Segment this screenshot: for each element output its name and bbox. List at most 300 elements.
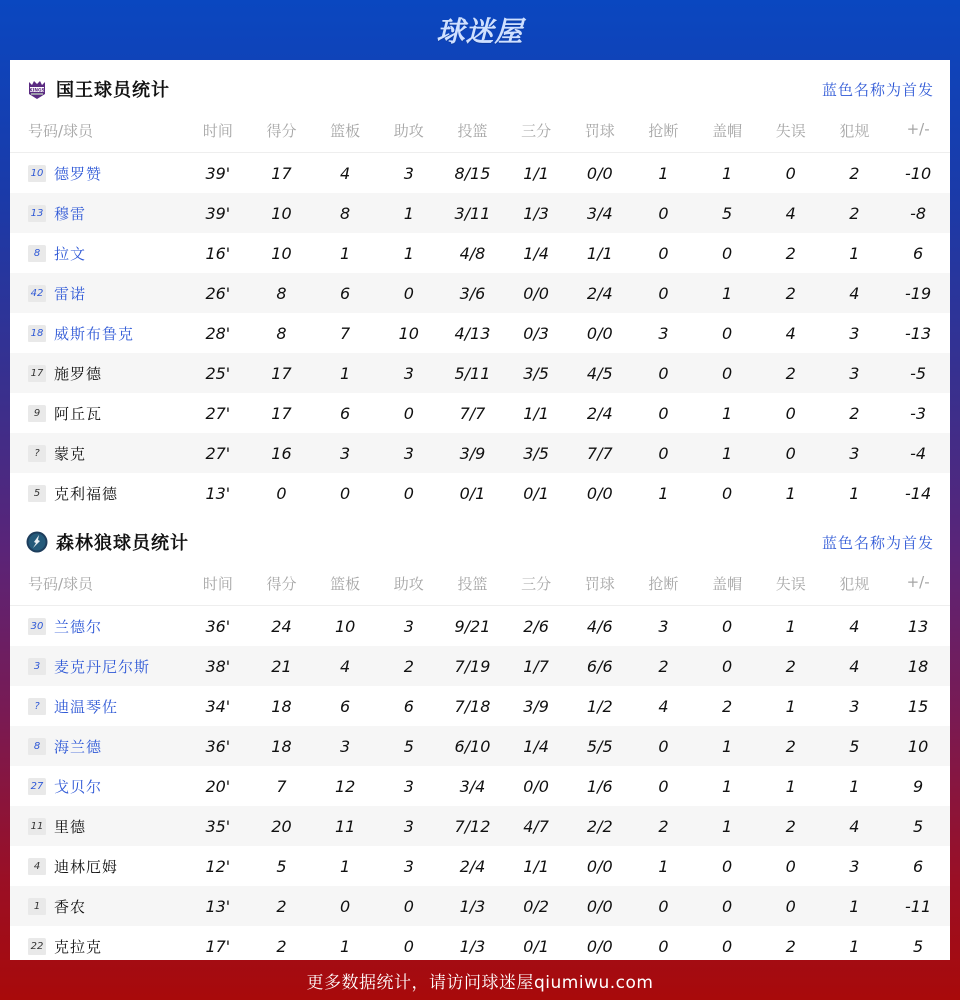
column-header: 投篮 xyxy=(441,118,505,153)
column-header: 抢断 xyxy=(632,571,696,606)
stat-cell: 2 xyxy=(785,936,796,956)
stat-cell: 4 xyxy=(823,273,887,313)
stat-cell: 18 xyxy=(250,726,314,766)
stat-cell: 0 xyxy=(721,243,733,263)
team-section-timberwolves xyxy=(10,513,950,966)
player-cell[interactable] xyxy=(10,766,186,806)
stats-card xyxy=(10,60,950,960)
stat-cell: 0/0 xyxy=(586,163,613,183)
stat-cell: 0 xyxy=(632,726,696,766)
jersey-number-badge: 18 xyxy=(28,325,46,342)
stat-cell: 5 xyxy=(913,936,924,956)
stat-cell: 0 xyxy=(377,273,441,313)
stat-cell: 6 xyxy=(913,856,924,876)
stat-cell: 3 xyxy=(849,323,860,343)
stat-cell: 7/19 xyxy=(441,646,505,686)
stat-cell: 2 xyxy=(759,726,823,766)
player-name[interactable]: 克拉克 xyxy=(54,937,103,956)
stat-cell: 13' xyxy=(205,483,231,503)
column-header: 失误 xyxy=(759,118,823,153)
stat-cell: 3 xyxy=(823,353,887,393)
column-header: 罚球 xyxy=(568,118,632,153)
stat-cell: 8/15 xyxy=(454,163,491,183)
player-cell[interactable] xyxy=(10,646,186,686)
column-header: 犯规 xyxy=(823,571,887,606)
brand-logo: 球迷屋 xyxy=(436,15,524,48)
stat-cell: 0/0 xyxy=(523,776,549,796)
player-name[interactable]: 雷诺 xyxy=(54,284,87,303)
stat-cell: 0 xyxy=(403,483,414,503)
stat-cell: 7 xyxy=(340,323,351,343)
stat-cell: 0 xyxy=(785,163,796,183)
stat-cell: 3 xyxy=(658,616,669,636)
player-cell[interactable] xyxy=(10,886,186,926)
stat-cell: 35' xyxy=(186,806,250,846)
player-name[interactable]: 戈贝尔 xyxy=(54,777,103,796)
stat-cell: 1 xyxy=(721,776,733,796)
stat-cell: 2 xyxy=(823,193,887,233)
player-name[interactable]: 威斯布鲁克 xyxy=(54,324,135,343)
stat-cell: 3/5 xyxy=(504,353,568,393)
stat-cell: 12 xyxy=(334,776,356,796)
stat-cell: 9/21 xyxy=(454,616,491,636)
column-header: 得分 xyxy=(250,571,314,606)
stat-cell: 11 xyxy=(313,806,377,846)
stat-cell: 38' xyxy=(186,646,250,686)
column-header: 号码/球员 xyxy=(10,118,186,153)
jersey-number-badge: 42 xyxy=(28,285,46,302)
column-header: 三分 xyxy=(504,571,568,606)
column-header: 抢断 xyxy=(632,118,696,153)
stat-cell: 0 xyxy=(695,353,759,393)
stat-cell: 2 xyxy=(759,646,823,686)
column-header: 得分 xyxy=(250,118,314,153)
stat-cell: 1 xyxy=(695,806,759,846)
table-row[interactable] xyxy=(10,233,950,273)
stat-cell: 1/6 xyxy=(586,776,613,796)
stat-cell: 1 xyxy=(695,433,759,473)
player-cell[interactable] xyxy=(10,606,186,647)
stat-cell: 15 xyxy=(907,696,929,716)
footer-banner xyxy=(0,960,960,1000)
stat-cell: 2/4 xyxy=(568,273,632,313)
table-row[interactable] xyxy=(10,806,950,846)
stat-cell: 2 xyxy=(759,353,823,393)
stat-cell: 4/5 xyxy=(568,353,632,393)
player-cell[interactable] xyxy=(10,193,186,233)
stat-cell: 4 xyxy=(313,646,377,686)
player-name[interactable]: 海兰德 xyxy=(54,737,103,756)
jersey-number-badge: 8 xyxy=(28,245,46,262)
stat-cell: 0 xyxy=(276,483,287,503)
stat-cell: 3 xyxy=(313,726,377,766)
stat-cell: 21 xyxy=(250,646,314,686)
stat-cell: 2 xyxy=(759,806,823,846)
jersey-number-badge: 10 xyxy=(28,165,46,182)
stat-cell: 13' xyxy=(186,886,250,926)
table-row[interactable] xyxy=(10,353,950,393)
stat-cell: 0 xyxy=(759,433,823,473)
player-cell[interactable] xyxy=(10,353,186,393)
stat-cell: 1 xyxy=(658,483,669,503)
stat-cell: 3/9 xyxy=(441,433,505,473)
stat-cell: 27' xyxy=(205,403,231,423)
player-name[interactable]: 麦克丹尼尔斯 xyxy=(54,657,151,676)
stat-cell: 1 xyxy=(849,936,860,956)
section-header xyxy=(10,60,950,118)
table-row[interactable] xyxy=(10,193,950,233)
stat-cell: 1/3 xyxy=(441,886,505,926)
table-row[interactable] xyxy=(10,273,950,313)
jersey-number-badge: 27 xyxy=(28,778,46,795)
table-body xyxy=(10,153,950,514)
stat-cell: -4 xyxy=(886,433,950,473)
stat-cell: 3/11 xyxy=(441,193,505,233)
player-name[interactable]: 阿丘瓦 xyxy=(54,404,103,423)
stat-cell: 20' xyxy=(205,776,231,796)
stat-cell: 1/1 xyxy=(523,403,549,423)
player-name[interactable]: 穆雷 xyxy=(54,204,87,223)
stat-cell: 5 xyxy=(823,726,887,766)
stat-cell: 4 xyxy=(658,696,669,716)
stat-cell: 0/0 xyxy=(586,323,613,343)
stat-cell: 1 xyxy=(785,483,796,503)
column-header: 篮板 xyxy=(313,118,377,153)
stat-cell: 0 xyxy=(721,856,733,876)
player-name[interactable]: 迪温琴佐 xyxy=(54,697,119,716)
table-row[interactable] xyxy=(10,886,950,926)
stat-cell: 3 xyxy=(823,433,887,473)
stat-cell: 24 xyxy=(271,616,292,636)
stat-cell: 3 xyxy=(403,616,414,636)
table-row[interactable] xyxy=(10,686,950,726)
stat-cell: 0/0 xyxy=(586,936,613,956)
starter-hint: 蓝色名称为首发 xyxy=(821,533,934,552)
column-header: 三分 xyxy=(504,118,568,153)
column-header: 犯规 xyxy=(823,118,887,153)
stat-cell: 1 xyxy=(695,726,759,766)
stat-cell: 0/0 xyxy=(586,483,613,503)
stat-cell: 2 xyxy=(721,696,733,716)
stat-cell: 0 xyxy=(658,936,669,956)
stat-cell: 6 xyxy=(340,403,351,423)
stat-cell: 0 xyxy=(785,403,796,423)
table-row[interactable] xyxy=(10,766,950,806)
footer-text[interactable]: 更多数据统计，请访问球迷屋qiumiwu.com xyxy=(306,972,654,993)
team-section-kings xyxy=(10,60,950,513)
svg-text:KINGS: KINGS xyxy=(29,88,45,94)
stat-cell: 0 xyxy=(695,646,759,686)
stat-cell: 10 xyxy=(886,726,950,766)
column-header: 盖帽 xyxy=(695,118,759,153)
stat-cell: 1 xyxy=(849,776,860,796)
starter-hint: 蓝色名称为首发 xyxy=(821,80,934,99)
stat-cell: 1 xyxy=(340,936,351,956)
stat-cell: 17' xyxy=(205,936,231,956)
stat-cell: 0/0 xyxy=(504,273,568,313)
jersey-number-badge: 4 xyxy=(28,858,46,875)
stat-cell: 7/7 xyxy=(568,433,632,473)
stat-cell: 1 xyxy=(785,616,796,636)
stat-cell: 27' xyxy=(186,433,250,473)
player-cell[interactable] xyxy=(10,473,186,513)
jersey-number-badge: 11 xyxy=(28,818,46,835)
stat-cell: 1/2 xyxy=(586,696,613,716)
stat-cell: 10 xyxy=(398,323,419,343)
stat-cell: 0 xyxy=(658,243,669,263)
timberwolves-logo-icon xyxy=(26,531,48,553)
column-header: +/- xyxy=(886,571,950,606)
stat-cell: 5 xyxy=(377,726,441,766)
stat-cell: 6 xyxy=(313,273,377,313)
jersey-number-badge: 17 xyxy=(28,365,46,382)
player-cell[interactable] xyxy=(10,806,186,846)
column-header: 助攻 xyxy=(377,118,441,153)
stat-cell: 39' xyxy=(186,193,250,233)
stat-cell: 6/6 xyxy=(568,646,632,686)
stat-cell: -19 xyxy=(886,273,950,313)
stat-cell: -3 xyxy=(910,403,927,423)
stat-cell: 36' xyxy=(186,726,250,766)
table-row[interactable] xyxy=(10,393,950,433)
stat-cell: 0 xyxy=(403,403,414,423)
player-name[interactable]: 香农 xyxy=(54,897,87,916)
stat-cell: 4/7 xyxy=(504,806,568,846)
stat-cell: 0 xyxy=(632,353,696,393)
stat-cell: 2/4 xyxy=(586,403,613,423)
stat-cell: 8 xyxy=(250,273,314,313)
player-name[interactable]: 里德 xyxy=(54,817,87,836)
stat-cell: 20 xyxy=(250,806,314,846)
stat-cell: 5 xyxy=(276,856,287,876)
stat-cell: 1/4 xyxy=(523,243,549,263)
column-header: +/- xyxy=(886,118,950,153)
player-cell[interactable] xyxy=(10,686,186,726)
stat-cell: 39' xyxy=(205,163,231,183)
table-header-row xyxy=(10,571,950,606)
stat-cell: 0 xyxy=(340,483,351,503)
stat-cell: 4 xyxy=(823,646,887,686)
stat-cell: 7/7 xyxy=(459,403,486,423)
column-header: 时间 xyxy=(186,571,250,606)
stats-table-kings xyxy=(10,118,950,513)
stat-cell: 5/5 xyxy=(568,726,632,766)
stat-cell: 4 xyxy=(785,323,796,343)
stat-cell: 1 xyxy=(658,163,669,183)
player-cell[interactable] xyxy=(10,233,186,273)
stat-cell: 5 xyxy=(886,806,950,846)
jersey-number-badge: 5 xyxy=(28,485,46,502)
player-cell[interactable] xyxy=(10,726,186,766)
stat-cell: 16 xyxy=(250,433,314,473)
stat-cell: 5/11 xyxy=(441,353,505,393)
stat-cell: 0 xyxy=(658,403,669,423)
stat-cell: 2/2 xyxy=(568,806,632,846)
stat-cell: 1 xyxy=(849,243,860,263)
stat-cell: 4 xyxy=(340,163,351,183)
table-row[interactable] xyxy=(10,646,950,686)
stat-cell: -10 xyxy=(905,163,932,183)
table-row[interactable] xyxy=(10,726,950,766)
kings-logo-icon xyxy=(26,78,48,100)
table-row[interactable] xyxy=(10,846,950,886)
player-cell[interactable] xyxy=(10,313,186,353)
stat-cell: 3 xyxy=(377,806,441,846)
stat-cell: 0 xyxy=(632,273,696,313)
column-header: 失误 xyxy=(759,571,823,606)
stat-cell: 1/3 xyxy=(459,936,486,956)
player-cell[interactable] xyxy=(10,273,186,313)
player-name[interactable]: 施罗德 xyxy=(54,364,103,383)
stat-cell: 1 xyxy=(823,886,887,926)
player-name[interactable]: 兰德尔 xyxy=(54,617,103,636)
stat-cell: 0/3 xyxy=(523,323,549,343)
stat-cell: 0 xyxy=(658,776,669,796)
jersey-number-badge: 22 xyxy=(28,938,46,955)
stat-cell: 26' xyxy=(186,273,250,313)
stat-cell: 2 xyxy=(632,646,696,686)
stat-cell: 3 xyxy=(377,433,441,473)
stat-cell: 2/4 xyxy=(459,856,486,876)
stat-cell: 3 xyxy=(313,433,377,473)
stat-cell: 0/0 xyxy=(568,886,632,926)
column-header: 罚球 xyxy=(568,571,632,606)
column-header: 号码/球员 xyxy=(10,571,186,606)
stat-cell: 1/4 xyxy=(504,726,568,766)
stat-cell: 2/6 xyxy=(523,616,549,636)
stat-cell: 0 xyxy=(721,936,733,956)
stat-cell: 18 xyxy=(886,646,950,686)
column-header: 篮板 xyxy=(313,571,377,606)
stat-cell: 3 xyxy=(849,856,860,876)
stat-cell: 4 xyxy=(759,193,823,233)
stat-cell: 8 xyxy=(313,193,377,233)
stat-cell: 3/4 xyxy=(568,193,632,233)
table-header-row xyxy=(10,118,950,153)
stat-cell: 1/7 xyxy=(504,646,568,686)
player-name[interactable]: 克利福德 xyxy=(54,484,119,503)
stat-cell: 0/2 xyxy=(504,886,568,926)
stat-cell: 0/1 xyxy=(523,483,549,503)
player-name[interactable]: 拉文 xyxy=(54,244,87,263)
stat-cell: 1 xyxy=(721,403,733,423)
stat-cell: 3/6 xyxy=(441,273,505,313)
stat-cell: 4 xyxy=(849,616,860,636)
stat-cell: 17 xyxy=(250,353,314,393)
stat-cell: 3/4 xyxy=(459,776,486,796)
stat-cell: 5 xyxy=(695,193,759,233)
stat-cell: -13 xyxy=(905,323,932,343)
player-name[interactable]: 蒙克 xyxy=(54,444,87,463)
stat-cell: 3 xyxy=(403,856,414,876)
stat-cell: 1 xyxy=(377,193,441,233)
player-cell[interactable] xyxy=(10,153,186,194)
column-header: 盖帽 xyxy=(695,571,759,606)
stat-cell: 12' xyxy=(205,856,231,876)
team-title: 森林狼球员统计 xyxy=(56,533,189,554)
jersey-number-badge: 3 xyxy=(28,658,46,675)
player-name[interactable]: 迪林厄姆 xyxy=(54,857,119,876)
stat-cell: 13 xyxy=(907,616,929,636)
stat-cell: 4 xyxy=(823,806,887,846)
stat-cell: 6/10 xyxy=(441,726,505,766)
stat-cell: 28' xyxy=(205,323,231,343)
stat-cell: 1 xyxy=(340,856,351,876)
stats-table-timberwolves xyxy=(10,571,950,966)
stat-cell: 1/1 xyxy=(523,856,549,876)
stat-cell: 3 xyxy=(849,696,860,716)
jersey-number-badge: 8 xyxy=(28,738,46,755)
stat-cell: 1 xyxy=(695,273,759,313)
player-name[interactable]: 德罗赞 xyxy=(54,164,103,183)
player-cell[interactable] xyxy=(10,393,186,433)
stat-cell: -11 xyxy=(886,886,950,926)
stat-cell: 8 xyxy=(276,323,287,343)
jersey-number-badge: ? xyxy=(28,698,46,715)
stat-cell: 7 xyxy=(276,776,287,796)
jersey-number-badge: 1 xyxy=(28,898,46,915)
stat-cell: 2 xyxy=(785,243,796,263)
player-cell[interactable] xyxy=(10,846,186,886)
jersey-number-badge: 13 xyxy=(28,205,46,222)
stat-cell: 7/12 xyxy=(441,806,505,846)
table-row[interactable] xyxy=(10,606,950,647)
stat-cell: 1 xyxy=(340,243,351,263)
stat-cell: 16' xyxy=(205,243,231,263)
stat-cell: 17 xyxy=(271,163,292,183)
stat-cell: 1 xyxy=(785,696,796,716)
jersey-number-badge: 9 xyxy=(28,405,46,422)
stat-cell: 6 xyxy=(403,696,414,716)
stat-cell: 0 xyxy=(403,936,414,956)
table-row[interactable] xyxy=(10,153,950,194)
stat-cell: 1/1 xyxy=(523,163,549,183)
jersey-number-badge: 30 xyxy=(28,618,46,635)
stat-cell: -14 xyxy=(905,483,932,503)
table-row[interactable] xyxy=(10,313,950,353)
stat-cell: 3 xyxy=(377,353,441,393)
stat-cell: 1 xyxy=(849,483,860,503)
team-title: 国王球员统计 xyxy=(56,80,170,101)
stat-cell: 9 xyxy=(913,776,924,796)
stat-cell: 2 xyxy=(377,646,441,686)
stat-cell: 10 xyxy=(334,616,356,636)
stat-cell: 2 xyxy=(250,886,314,926)
stat-cell: 34' xyxy=(205,696,231,716)
stat-cell: 2 xyxy=(759,273,823,313)
player-cell[interactable] xyxy=(10,433,186,473)
stat-cell: 4/8 xyxy=(459,243,486,263)
stat-cell: 0 xyxy=(721,323,733,343)
stat-cell: 10 xyxy=(271,243,292,263)
stat-cell: 25' xyxy=(186,353,250,393)
stat-cell: -8 xyxy=(886,193,950,233)
stat-cell: 1 xyxy=(313,353,377,393)
column-header: 时间 xyxy=(186,118,250,153)
stat-cell: 1/3 xyxy=(504,193,568,233)
stat-cell: 1 xyxy=(721,163,733,183)
table-row[interactable] xyxy=(10,433,950,473)
stat-cell: 2 xyxy=(276,936,287,956)
top-bar xyxy=(0,0,960,60)
stat-cell: 1 xyxy=(785,776,796,796)
stat-cell: 1 xyxy=(658,856,669,876)
stat-cell: 1/1 xyxy=(586,243,613,263)
table-row[interactable] xyxy=(10,473,950,513)
stat-cell: 2 xyxy=(849,163,860,183)
stat-cell: 3 xyxy=(403,776,414,796)
stat-cell: -5 xyxy=(886,353,950,393)
